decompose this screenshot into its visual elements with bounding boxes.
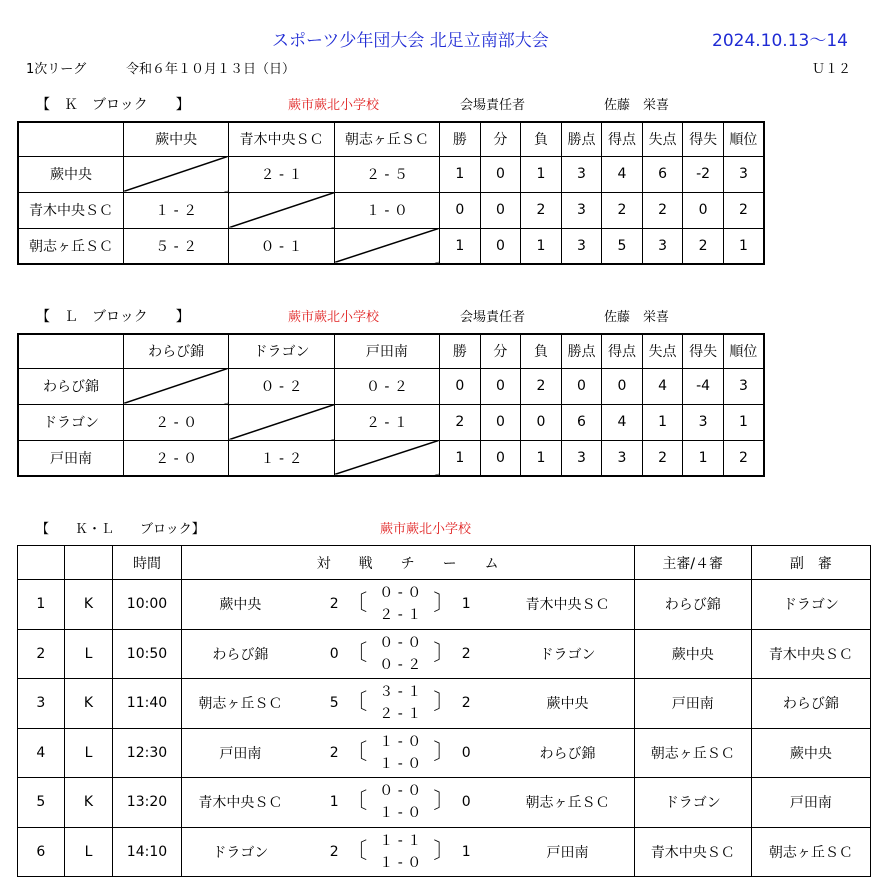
column-header: 青木中央ＳＣ bbox=[229, 122, 334, 156]
second-half-score: １ - ０ bbox=[379, 805, 422, 822]
column-header: 失点 bbox=[642, 122, 683, 156]
points-cell: 3 bbox=[561, 440, 602, 476]
schedule-venue: 蕨市蕨北小学校 bbox=[380, 522, 472, 537]
first-half-score: ３ - １ bbox=[379, 684, 422, 701]
home-score: 2 bbox=[329, 744, 339, 761]
points-cell: 3 bbox=[561, 228, 602, 264]
match-time: 11:40 bbox=[113, 679, 181, 729]
left-bracket: 〔 bbox=[345, 690, 368, 716]
home-score: 0 bbox=[329, 645, 339, 662]
match-row bbox=[18, 778, 871, 828]
no-header bbox=[18, 546, 65, 580]
column-header: 朝志ヶ丘ＳＣ bbox=[334, 122, 439, 156]
home-team: 蕨中央 bbox=[181, 580, 299, 630]
away-score: 1 bbox=[461, 843, 471, 860]
match-score bbox=[299, 827, 501, 877]
away-team: ドラゴン bbox=[501, 629, 634, 679]
self-match-cell bbox=[334, 228, 439, 264]
away-score: 1 bbox=[461, 596, 471, 613]
match-score bbox=[299, 629, 501, 679]
team-name: 青木中央ＳＣ bbox=[18, 192, 123, 228]
wins-cell: 1 bbox=[440, 228, 481, 264]
wins-cell: 1 bbox=[440, 440, 481, 476]
wins-cell: 0 bbox=[440, 192, 481, 228]
assistant-referee: 戸田南 bbox=[751, 778, 870, 828]
second-half-score: ２ - １ bbox=[379, 706, 422, 723]
column-header: 分 bbox=[480, 334, 521, 368]
wins-cell: 2 bbox=[440, 404, 481, 440]
losses-cell: 1 bbox=[521, 228, 562, 264]
away-team: 青木中央ＳＣ bbox=[501, 580, 634, 630]
column-header: 得失 bbox=[683, 334, 724, 368]
l-block-manager-label: 会場責任者 bbox=[460, 310, 526, 325]
match-time: 13:20 bbox=[113, 778, 181, 828]
referee-header: 主審/４審 bbox=[634, 546, 751, 580]
k-block-manager-name: 佐藤 栄喜 bbox=[604, 98, 670, 113]
result-cell: １ - ０ bbox=[334, 192, 439, 228]
goals-for-cell: 3 bbox=[602, 440, 643, 476]
match-row bbox=[18, 728, 871, 778]
draws-cell: 0 bbox=[480, 368, 521, 404]
second-half-score: １ - ０ bbox=[379, 854, 422, 871]
draws-cell: 0 bbox=[480, 156, 521, 192]
column-header: 勝 bbox=[440, 334, 481, 368]
self-match-cell bbox=[229, 192, 334, 228]
corner-cell bbox=[18, 122, 123, 156]
referee: 青木中央ＳＣ bbox=[634, 827, 751, 877]
first-half-score: ０ - ０ bbox=[379, 634, 422, 651]
l-block-label: 【 Ｌ ブロック 】 bbox=[36, 309, 190, 325]
losses-cell: 2 bbox=[521, 368, 562, 404]
match-row bbox=[18, 827, 871, 877]
schedule-block-label: 【 Ｋ・Ｌ ブロック】 bbox=[36, 522, 205, 537]
referee: わらび錦 bbox=[634, 580, 751, 630]
column-header: 勝点 bbox=[561, 122, 602, 156]
table-row bbox=[18, 404, 764, 440]
points-cell: 3 bbox=[561, 192, 602, 228]
match-header: 対 戦 チ ー ム bbox=[181, 546, 634, 580]
column-header: 勝点 bbox=[561, 334, 602, 368]
match-time: 12:30 bbox=[113, 728, 181, 778]
match-block: L bbox=[64, 629, 113, 679]
self-match-cell bbox=[229, 404, 334, 440]
column-header: 得点 bbox=[602, 334, 643, 368]
assistant-referee: 朝志ヶ丘ＳＣ bbox=[751, 827, 870, 877]
away-score: 2 bbox=[461, 695, 471, 712]
goals-against-cell: 4 bbox=[642, 368, 683, 404]
draws-cell: 0 bbox=[480, 192, 521, 228]
wins-cell: 1 bbox=[440, 156, 481, 192]
match-score bbox=[299, 679, 501, 729]
first-half-score: ０ - ０ bbox=[379, 783, 422, 800]
goal-diff-cell: 2 bbox=[683, 228, 724, 264]
left-bracket: 〔 bbox=[345, 838, 368, 864]
points-cell: 0 bbox=[561, 368, 602, 404]
result-cell: ０ - １ bbox=[229, 228, 334, 264]
match-row bbox=[18, 679, 871, 729]
result-cell: ２ - ０ bbox=[123, 404, 228, 440]
match-row bbox=[18, 629, 871, 679]
draws-cell: 0 bbox=[480, 440, 521, 476]
result-cell: ０ - ２ bbox=[229, 368, 334, 404]
goal-diff-cell: 3 bbox=[683, 404, 724, 440]
column-header: わらび錦 bbox=[123, 334, 228, 368]
home-team: 青木中央ＳＣ bbox=[181, 778, 299, 828]
referee: 朝志ヶ丘ＳＣ bbox=[634, 728, 751, 778]
losses-cell: 1 bbox=[521, 156, 562, 192]
match-row bbox=[18, 580, 871, 630]
match-block: K bbox=[64, 580, 113, 630]
first-half-score: １ - １ bbox=[379, 832, 422, 849]
assistant-referee: 青木中央ＳＣ bbox=[751, 629, 870, 679]
match-date: 令和６年１０月１３日（日） bbox=[126, 62, 296, 77]
table-row bbox=[18, 440, 764, 476]
left-bracket: 〔 bbox=[345, 591, 368, 617]
column-header: 戸田南 bbox=[334, 334, 439, 368]
left-bracket: 〔 bbox=[345, 789, 368, 815]
self-match-cell bbox=[123, 368, 228, 404]
draws-cell: 0 bbox=[480, 404, 521, 440]
column-header: 得点 bbox=[602, 122, 643, 156]
goals-for-cell: 4 bbox=[602, 404, 643, 440]
team-name: ドラゴン bbox=[18, 404, 123, 440]
table-header-row bbox=[18, 334, 764, 368]
match-number: 6 bbox=[18, 827, 65, 877]
assistant-referee: 蕨中央 bbox=[751, 728, 870, 778]
goal-diff-cell: -4 bbox=[683, 368, 724, 404]
second-half-score: ２ - １ bbox=[379, 607, 422, 624]
l-block-standings-table bbox=[17, 333, 765, 477]
left-bracket: 〔 bbox=[345, 640, 368, 666]
tournament-title: スポーツ少年団大会 北足立南部大会 bbox=[272, 31, 549, 51]
away-team: わらび錦 bbox=[501, 728, 634, 778]
table-header-row bbox=[18, 546, 871, 580]
age-category: Ｕ１２ bbox=[812, 62, 852, 77]
result-cell: ２ - ５ bbox=[334, 156, 439, 192]
k-block-standings-table bbox=[17, 121, 765, 265]
result-cell: １ - ２ bbox=[229, 440, 334, 476]
rank-cell: 2 bbox=[723, 440, 764, 476]
goals-against-cell: 6 bbox=[642, 156, 683, 192]
match-number: 4 bbox=[18, 728, 65, 778]
right-bracket: 〕 bbox=[433, 838, 456, 864]
match-number: 3 bbox=[18, 679, 65, 729]
table-row bbox=[18, 192, 764, 228]
l-block-venue: 蕨市蕨北小学校 bbox=[288, 310, 380, 325]
match-block: L bbox=[64, 827, 113, 877]
match-score bbox=[299, 728, 501, 778]
first-half-score: ０ - ０ bbox=[379, 585, 422, 602]
match-block: K bbox=[64, 778, 113, 828]
match-schedule-table bbox=[17, 545, 871, 877]
goals-for-cell: 4 bbox=[602, 156, 643, 192]
column-header: 蕨中央 bbox=[123, 122, 228, 156]
k-block-manager-label: 会場責任者 bbox=[460, 98, 526, 113]
match-time: 14:10 bbox=[113, 827, 181, 877]
goals-for-cell: 2 bbox=[602, 192, 643, 228]
column-header: 順位 bbox=[723, 334, 764, 368]
result-cell: ２ - １ bbox=[229, 156, 334, 192]
away-score: 0 bbox=[461, 744, 471, 761]
second-half-score: １ - ０ bbox=[379, 755, 422, 772]
away-team: 朝志ヶ丘ＳＣ bbox=[501, 778, 634, 828]
match-block: K bbox=[64, 679, 113, 729]
home-team: 戸田南 bbox=[181, 728, 299, 778]
column-header: ドラゴン bbox=[229, 334, 334, 368]
match-score bbox=[299, 778, 501, 828]
losses-cell: 1 bbox=[521, 440, 562, 476]
referee: 蕨中央 bbox=[634, 629, 751, 679]
result-cell: ２ - １ bbox=[334, 404, 439, 440]
away-team: 蕨中央 bbox=[501, 679, 634, 729]
column-header: 分 bbox=[480, 122, 521, 156]
right-bracket: 〕 bbox=[433, 640, 456, 666]
goals-for-cell: 0 bbox=[602, 368, 643, 404]
column-header: 負 bbox=[521, 122, 562, 156]
points-cell: 3 bbox=[561, 156, 602, 192]
self-match-cell bbox=[334, 440, 439, 476]
second-half-score: ０ - ２ bbox=[379, 656, 422, 673]
table-row bbox=[18, 156, 764, 192]
assistant-referee: ドラゴン bbox=[751, 580, 870, 630]
table-header-row bbox=[18, 122, 764, 156]
self-match-cell bbox=[123, 156, 228, 192]
goals-against-cell: 2 bbox=[642, 440, 683, 476]
wins-cell: 0 bbox=[440, 368, 481, 404]
k-block-label: 【 Ｋ ブロック 】 bbox=[36, 97, 190, 113]
goal-diff-cell: 0 bbox=[683, 192, 724, 228]
first-half-score: １ - ０ bbox=[379, 733, 422, 750]
column-header: 順位 bbox=[723, 122, 764, 156]
column-header: 得失 bbox=[683, 122, 724, 156]
match-time: 10:00 bbox=[113, 580, 181, 630]
right-bracket: 〕 bbox=[433, 789, 456, 815]
column-header: 負 bbox=[521, 334, 562, 368]
team-name: 戸田南 bbox=[18, 440, 123, 476]
rank-cell: 2 bbox=[723, 192, 764, 228]
right-bracket: 〕 bbox=[433, 591, 456, 617]
home-score: 2 bbox=[329, 843, 339, 860]
goals-against-cell: 3 bbox=[642, 228, 683, 264]
referee: ドラゴン bbox=[634, 778, 751, 828]
goal-diff-cell: 1 bbox=[683, 440, 724, 476]
match-score bbox=[299, 580, 501, 630]
away-team: 戸田南 bbox=[501, 827, 634, 877]
losses-cell: 0 bbox=[521, 404, 562, 440]
team-name: 蕨中央 bbox=[18, 156, 123, 192]
result-cell: ０ - ２ bbox=[334, 368, 439, 404]
away-score: 0 bbox=[461, 794, 471, 811]
points-cell: 6 bbox=[561, 404, 602, 440]
goals-against-cell: 2 bbox=[642, 192, 683, 228]
referee: 戸田南 bbox=[634, 679, 751, 729]
match-number: 1 bbox=[18, 580, 65, 630]
match-block: L bbox=[64, 728, 113, 778]
result-cell: ２ - ０ bbox=[123, 440, 228, 476]
table-row bbox=[18, 368, 764, 404]
right-bracket: 〕 bbox=[433, 690, 456, 716]
match-number: 2 bbox=[18, 629, 65, 679]
round-label: 1次リーグ bbox=[26, 62, 87, 77]
assistant-header: 副 審 bbox=[751, 546, 870, 580]
table-row bbox=[18, 228, 764, 264]
result-cell: ５ - ２ bbox=[123, 228, 228, 264]
goals-against-cell: 1 bbox=[642, 404, 683, 440]
right-bracket: 〕 bbox=[433, 739, 456, 765]
rank-cell: 3 bbox=[723, 156, 764, 192]
losses-cell: 2 bbox=[521, 192, 562, 228]
block-header bbox=[64, 546, 113, 580]
column-header: 勝 bbox=[440, 122, 481, 156]
l-block-manager-name: 佐藤 栄喜 bbox=[604, 310, 670, 325]
goal-diff-cell: -2 bbox=[683, 156, 724, 192]
home-score: 1 bbox=[329, 794, 339, 811]
left-bracket: 〔 bbox=[345, 739, 368, 765]
home-score: 2 bbox=[329, 596, 339, 613]
result-cell: １ - ２ bbox=[123, 192, 228, 228]
draws-cell: 0 bbox=[480, 228, 521, 264]
home-team: ドラゴン bbox=[181, 827, 299, 877]
match-number: 5 bbox=[18, 778, 65, 828]
home-team: わらび錦 bbox=[181, 629, 299, 679]
home-team: 朝志ヶ丘ＳＣ bbox=[181, 679, 299, 729]
rank-cell: 3 bbox=[723, 368, 764, 404]
rank-cell: 1 bbox=[723, 228, 764, 264]
corner-cell bbox=[18, 334, 123, 368]
match-time: 10:50 bbox=[113, 629, 181, 679]
assistant-referee: わらび錦 bbox=[751, 679, 870, 729]
team-name: 朝志ヶ丘ＳＣ bbox=[18, 228, 123, 264]
tournament-dates: 2024.10.13～14 bbox=[712, 31, 848, 51]
goals-for-cell: 5 bbox=[602, 228, 643, 264]
away-score: 2 bbox=[461, 645, 471, 662]
column-header: 失点 bbox=[642, 334, 683, 368]
home-score: 5 bbox=[329, 695, 339, 712]
rank-cell: 1 bbox=[723, 404, 764, 440]
time-header: 時間 bbox=[113, 546, 181, 580]
k-block-venue: 蕨市蕨北小学校 bbox=[288, 98, 380, 113]
team-name: わらび錦 bbox=[18, 368, 123, 404]
